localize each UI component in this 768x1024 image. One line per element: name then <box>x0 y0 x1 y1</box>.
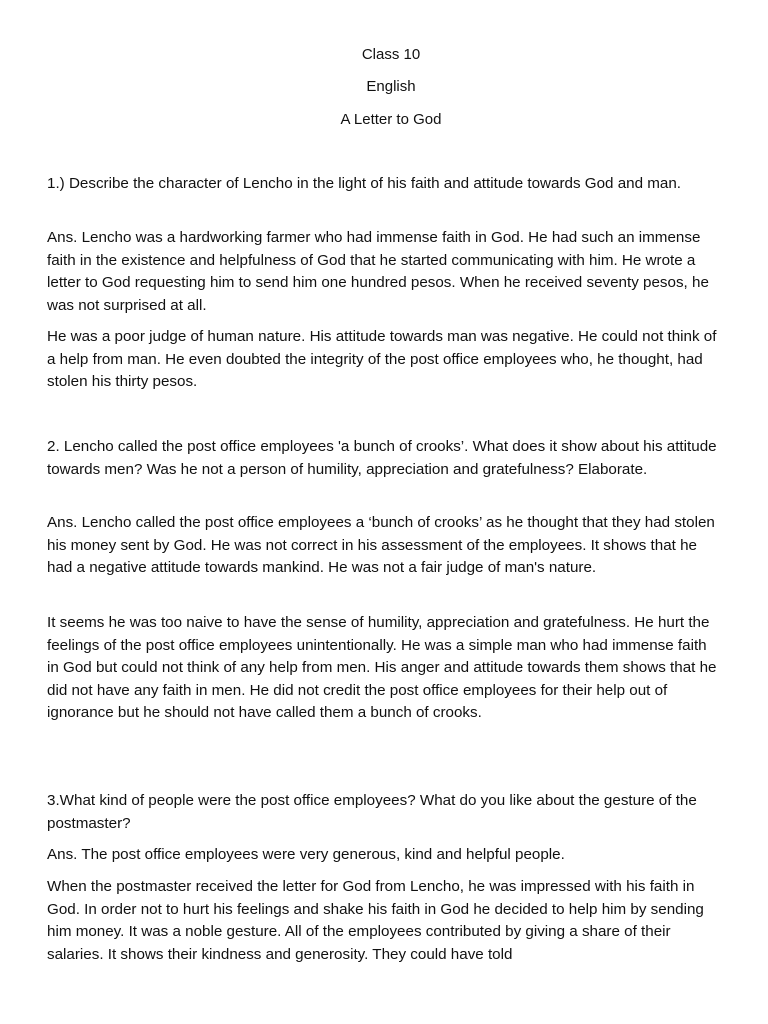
answer-2-paragraph-2: It seems he was too naive to have the sense of humility, appreciation and gratefulness. He hurt the feelings of the post office employees unintentionally. He was a simple man who had immense faith in God but could not think of any help from men. His anger and attitude towards them shows that he did not have any faith in men. He did not credit the post office employees for their help out of ignorance but he should not have called them a bunch of crooks. <box>47 614 717 721</box>
document-title: A Letter to God <box>340 111 442 128</box>
answer-3-paragraph-2: When the postmaster received the letter for God from Lencho, he was impressed with his faith in God. In order not to hurt his feelings and shake his faith in God he decided to help him by sending him money. It was a noble gesture. All of the employees contributed by giving a share of their salaries. It shows their kindness and generosity. They could have told <box>47 878 704 963</box>
class-label: Class 10 <box>361 46 421 63</box>
subject-label: English <box>366 78 416 95</box>
question-3: 3.What kind of people were the post office employees? What do you like about the gesture of the postmaster? <box>47 792 697 832</box>
answer-1-paragraph-2: He was a poor judge of human nature. His attitude towards man was negative. He could not think of a help from man. He even doubted the integrity of the post office employees who, he thought, had stolen his thirty pesos. <box>47 328 717 390</box>
answer-1-paragraph-1: Ans. Lencho was a hardworking farmer who had immense faith in God. He had such an immense faith in the existence and helpfulness of God that he started communicating with him. He wrote a letter to God requesting him to send him one hundred pesos. When he received seventy pesos, he was not surprised at all. <box>47 229 709 314</box>
answer-2-paragraph-1: Ans. Lencho called the post office employees a ‘bunch of crooks’ as he thought that they had stolen his money sent by God. He was not correct in his assessment of the employees. It shows that he had a negative attitude towards mankind. He was not a fair judge of man's nature. <box>47 514 715 576</box>
question-1: 1.) Describe the character of Lencho in the light of his faith and attitude towards God and man. <box>47 175 682 192</box>
question-2: 2. Lencho called the post office employees 'a bunch of crooks’. What does it show about his attitude towards men? Was he not a person of humility, appreciation and gratefulness? Elaborate. <box>47 438 717 478</box>
answer-3-paragraph-1: Ans. The post office employees were very generous, kind and helpful people. <box>47 846 565 863</box>
